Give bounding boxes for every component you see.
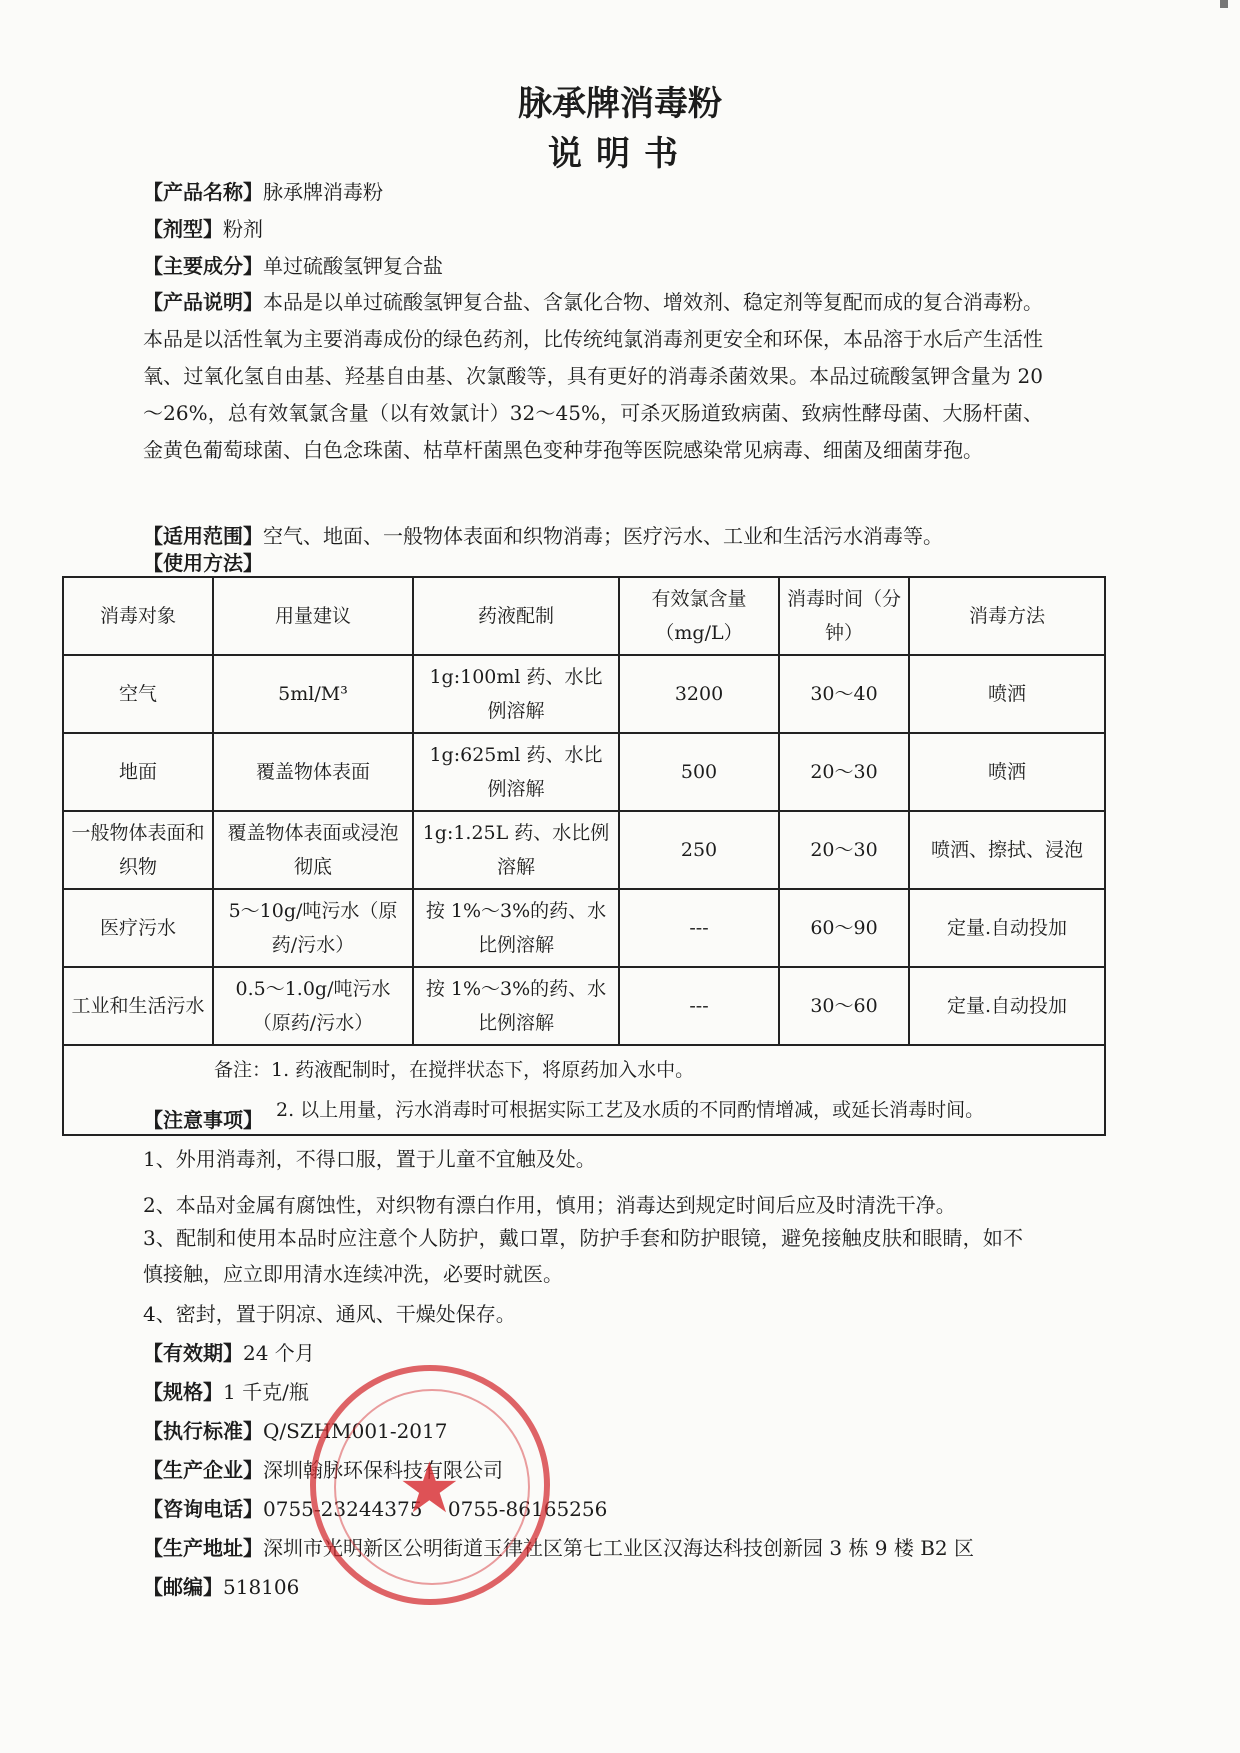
field-address: [143, 1532, 974, 1561]
table-cell: 20～30: [779, 733, 909, 811]
field-label: 【注意事项】: [143, 1108, 263, 1132]
field-main-ingredient: [143, 250, 443, 279]
field-label: 【生产地址】: [143, 1536, 263, 1560]
field-spec: [143, 1376, 309, 1405]
table-cell: 喷洒: [909, 733, 1105, 811]
table-cell: ---: [619, 889, 779, 967]
field-value: 粉剂: [223, 217, 263, 241]
field-product-name: [143, 176, 383, 205]
table-cell: 按 1%～3%的药、水比例溶解: [413, 889, 619, 967]
field-usage-label: [143, 547, 263, 576]
precaution-item: 4、密封，置于阴凉、通风、干燥处保存。: [143, 1302, 516, 1326]
table-cell: 5ml/M³: [213, 655, 413, 733]
field-value: 1 千克/瓶: [223, 1380, 309, 1404]
field-value: 本品是以单过硫酸氢钾复合盐、含氯化合物、增效剂、稳定剂等复配而成的复合消毒粉。本品是以活性氧为主要消毒成份的绿色药剂，比传统纯氯消毒剂更安全和环保，本品溶于水后产生活性氧、过氧化氢自由基、羟基自由基、次氯酸等，具有更好的消毒杀菌效果。本品过硫酸氢钾含量为 20～26%，总有效氧氯含量（以有效氯计）32～45%，可杀灭肠道致病菌、致病性酵母菌、大肠杆菌、金黄色葡萄球菌、白色念珠菌、枯草杆菌黑色变种芽孢等医院感染常见病毒、细菌及细菌芽孢。: [143, 290, 1043, 462]
field-label: 【主要成分】: [143, 254, 263, 278]
column-header: 有效氯含量（mg/L）: [619, 577, 779, 655]
table-cell: 工业和生活污水: [63, 967, 213, 1045]
document-subtitle: 说明书: [548, 134, 692, 174]
field-label: 【产品说明】: [143, 290, 263, 314]
field-value: 空气、地面、一般物体表面和织物消毒；医疗污水、工业和生活污水消毒等。: [263, 524, 943, 548]
table-cell: 医疗污水: [63, 889, 213, 967]
field-label: 【执行标准】: [143, 1419, 263, 1443]
note-line: 2. 以上用量，污水消毒时可根据实际工艺及水质的不同酌情增减，或延长消毒时间。: [276, 1099, 985, 1121]
table-cell: 定量.自动投加: [909, 967, 1105, 1045]
table-cell: 0.5～1.0g/吨污水（原药/污水）: [213, 967, 413, 1045]
field-label: 【产品名称】: [143, 180, 263, 204]
table-cell: 一般物体表面和织物: [63, 811, 213, 889]
precaution-item: 2、本品对金属有腐蚀性，对织物有漂白作用，慎用；消毒达到规定时间后应及时清洗干净。: [143, 1193, 956, 1217]
table-cell: 250: [619, 811, 779, 889]
table-cell: 30～40: [779, 655, 909, 733]
field-label: 【生产企业】: [143, 1458, 263, 1482]
column-header: 消毒对象: [63, 577, 213, 655]
field-value: 单过硫酸氢钾复合盐: [263, 254, 443, 278]
table-cell: 1g:100ml 药、水比例溶解: [413, 655, 619, 733]
document-title: 脉承牌消毒粉: [518, 84, 722, 124]
field-scope: [143, 520, 943, 549]
table-cell: 覆盖物体表面或浸泡彻底: [213, 811, 413, 889]
field-value: 0755-23244375 0755-86165256: [263, 1497, 608, 1521]
table-cell: 喷洒: [909, 655, 1105, 733]
precaution-item: 1、外用消毒剂，不得口服，置于儿童不宜触及处。: [143, 1147, 596, 1171]
table-cell: 60～90: [779, 889, 909, 967]
table-cell: 空气: [63, 655, 213, 733]
field-label: 【剂型】: [143, 217, 223, 241]
scan-mark: [1220, 0, 1228, 8]
field-label: 【邮编】: [143, 1575, 223, 1599]
company-seal: [310, 1365, 550, 1605]
table-row: [63, 655, 1105, 733]
field-postcode: [143, 1571, 299, 1600]
table-row: [63, 733, 1105, 811]
note-line: 备注：1. 药液配制时，在搅拌状态下，将原药加入水中。: [214, 1059, 695, 1081]
field-value: 24 个月: [243, 1341, 315, 1365]
table-cell: 3200: [619, 655, 779, 733]
column-header: 用量建议: [213, 577, 413, 655]
column-header: 消毒方法: [909, 577, 1105, 655]
field-label: 【规格】: [143, 1380, 223, 1404]
column-header: 消毒时间（分钟）: [779, 577, 909, 655]
table-header-row: [63, 577, 1105, 655]
field-value: 深圳市光明新区公明街道玉律社区第七工业区汉海达科技创新园 3 栋 9 楼 B2 区: [263, 1536, 975, 1560]
table-row: [63, 811, 1105, 889]
table-cell: 500: [619, 733, 779, 811]
field-label: 【使用方法】: [143, 551, 263, 575]
table-cell: 地面: [63, 733, 213, 811]
table-cell: 20～30: [779, 811, 909, 889]
field-value: 518106: [223, 1575, 300, 1599]
precaution-item: 3、配制和使用本品时应注意个人防护，戴口罩，防护手套和防护眼镜，避免接触皮肤和眼睛，如不慎接触，应立即用清水连续冲洗，必要时就医。: [143, 1226, 1023, 1286]
field-description: [143, 284, 1043, 469]
field-label: 【有效期】: [143, 1341, 243, 1365]
table-cell: ---: [619, 967, 779, 1045]
field-value: 深圳翰脉环保科技有限公司: [263, 1458, 503, 1482]
table-row: [63, 967, 1105, 1045]
table-cell: 按 1%～3%的药、水比例溶解: [413, 967, 619, 1045]
table-cell: 1g:625ml 药、水比例溶解: [413, 733, 619, 811]
field-validity: [143, 1337, 315, 1366]
field-dosage-form: [143, 213, 263, 242]
star-icon: ★: [398, 1447, 461, 1529]
field-label: 【适用范围】: [143, 524, 263, 548]
precautions-heading: [143, 1104, 263, 1133]
table-cell: 喷洒、擦拭、浸泡: [909, 811, 1105, 889]
table-cell: 覆盖物体表面: [213, 733, 413, 811]
table-row: [63, 889, 1105, 967]
field-label: 【咨询电话】: [143, 1497, 263, 1521]
table-cell: 30～60: [779, 967, 909, 1045]
field-value: 脉承牌消毒粉: [263, 180, 383, 204]
table-cell: 5～10g/吨污水（原药/污水）: [213, 889, 413, 967]
column-header: 药液配制: [413, 577, 619, 655]
field-value: Q/SZHM001-2017: [263, 1419, 448, 1443]
table-cell: 定量.自动投加: [909, 889, 1105, 967]
usage-table: [62, 576, 1106, 1136]
table-cell: 1g:1.25L 药、水比例溶解: [413, 811, 619, 889]
